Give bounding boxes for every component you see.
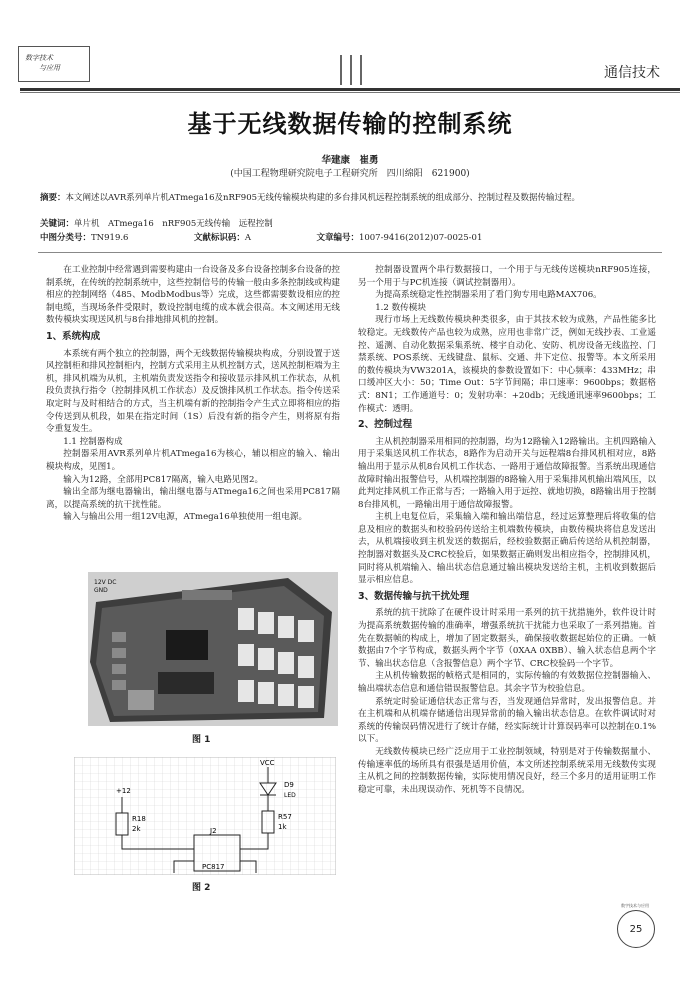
fig2-r18-value: 2k (132, 825, 141, 833)
paragraph: 无线数传模块已经广泛应用于工业控制领域，特别是对于传输数据量小、传输速率低的场所具有很强是适用价值，本文所述控制系统采用无线数传实现主从机之间的控制数据传输，实际使用情况良好，经三个多月的适用证明工作稳定可靠，未出现误动作、死机等不良情况。 (358, 746, 656, 795)
doc-code-value: A (244, 233, 252, 243)
heading-control-process: 2、控制过程 (358, 419, 413, 431)
doc-code-label: 文献标识码： (193, 233, 245, 243)
meta-divider (38, 252, 662, 253)
logo-line2: 与应用 (39, 64, 60, 72)
right-column (358, 264, 656, 796)
keywords (40, 218, 660, 230)
paragraph: 主从机控制器采用相同的控制器，均为12路输入12路输出。主机四路输入用于采集送风机工作状态，8路作为启动开关与远程端8台排风机相对应，8路输出用于显示从机8台风机工作状态、一路用于通信故障报警。当系统出现通信故障时输出报警信号，从机端控制器的8路输入用于采集排风机输出端风压，以此判定排风机工作正常与否；一路输入用于远控、就地切换，8路输出用于控制8台排风机，一路输出用于通信故障报警。 (358, 436, 656, 510)
fig1-label-power: 12V DC (94, 579, 117, 586)
heading-system: 1、系统构成 (46, 330, 101, 342)
logo-line1: 数字技术 (25, 54, 53, 62)
paragraph: 为提高系统稳定性控制器采用了看门狗专用电路MAX706。 (375, 290, 602, 301)
fig2-d9-label: D9 (284, 781, 294, 789)
article-title: 基于无线数据传输的控制系统 (187, 110, 513, 138)
clc-value: TN919.6 (91, 233, 129, 243)
fig2-vcc-label: VCC (260, 759, 275, 767)
journal-seal-text: 数字技术与应用 (621, 903, 649, 908)
figure-1-board-photo (88, 572, 338, 726)
page-number: 25 (617, 910, 655, 948)
section-tag: 通信技术 (604, 65, 660, 81)
header-rule-thin (20, 92, 680, 93)
intro-paragraph: 在工业控制中经常遇到需要构建由一台设备及多台设备控制多台设备的控制系统，在传统的控制系统中，这些控制信号的传输一般由多条控制线或构建相应的控制网络（485、ModbModbus等）完成，这些都需要数设相应的控制电缆，当现场条件受限时，数设控制电缆的成本就会很高。本文阐述用无线数传模块实现送风机与8台排地排风机的控制。 (46, 265, 340, 326)
abstract-label: 摘要： (40, 193, 66, 203)
subheading-controller: 1.1 控制器构成 (63, 436, 123, 447)
paragraph: 系统的抗干扰除了在硬件设计时采用一系列的抗干扰措施外，软件设计时为提高系统数据传输的准确率，增强系统抗干扰能力也采取了一系列措施。首先在数据帧的构成上，增加了固定数据头，确保接收数据起始位的正确。一帧数据由7个字节构成，数据头两个字节（0XAA 0XBB）、输入状态信息两个字节、输出状态信息（含报警信息）两个字节、CRC校验码一个字节。 (358, 608, 656, 669)
figure-2-caption: 图 2 (192, 883, 211, 893)
keywords-text: 单片机 ATmega16 nRF905无线传输 远程控制 (74, 219, 273, 229)
paragraph: 主机上电复位后，采集输入端和输出端信息，经过运算整理后将收集的信息及相应的数据头和校验码传送给主机端数传模块，由数传模块将信息发送出去，从机端接收到主机发送的数据后，经校验数据正确后传送给从机控制器，控制器对数据头及CRC校验后，如果数据正确则发出相应指令，控制排风机，同时将从机端输入、输出状态信息通过输出模块发送给主机，主机收到数据后显示相应信息。 (358, 512, 656, 586)
fig2-pc817-label: PC817 (202, 863, 225, 871)
figure-1-caption: 图 1 (192, 735, 211, 745)
classification (40, 232, 660, 244)
subheading-radio-module: 1.2 数传模块 (375, 302, 426, 313)
header-decoration (340, 55, 368, 85)
fig2-r57-label: R57 (278, 813, 292, 821)
paragraph: 控制器采用AVR系列单片机ATmega16为核心，辅以相应的输入、输出模块构成，见图1。 (46, 449, 340, 472)
paragraph: 输入为12路，全部用PC817隔离，输入电路见图2。 (63, 474, 264, 485)
paragraph: 主从机传输数据的帧格式是相同的，实际传输的有效数据位控制器输入、输出端状态信息和通信错误报警信息。其余字节为校验信息。 (358, 671, 656, 694)
fig1-label-gnd: GND (94, 587, 108, 594)
affiliation: (中国工程物理研究院电子工程研究所 四川绵阳 621900) (230, 169, 470, 179)
article-no-label: 文章编号： (316, 233, 359, 243)
paragraph: 输入与输出公用一组12V电源，ATmega16单独使用一组电源。 (63, 512, 308, 523)
fig2-led-label: LED (284, 792, 296, 799)
abstract-text: 本文阐述以AVR系列单片机ATmega16及nRF905无线传输模块构建的多台排风机远程控制系统的组成部分、控制过程及数据传输过程。 (65, 193, 581, 203)
paragraph: 本系统有两个独立的控制器，两个无线数据传输模块构成，分别设置于送风控制柜和排风控制柜内，控制方式采用主从机控制方式，送风控制柜端为主机，排风机端为从机，主机端负责发送指令和接收显示排风机工作状态，从机段负责执行指令（控制排风机工作状态）及反馈排风机工作状态。指令传送采取定时与及时相结合的方式，当主机端有新的控制指令产生式立即将相应的指令传送到从机段，如果在指定时间（1S）后没有新的指令产生，则将原有指令重复发生。 (46, 348, 340, 435)
fig2-r57-value: 1k (278, 823, 287, 831)
paragraph: 输出全部为继电器输出，输出继电器与ATmega16之间也采用PC817隔离，以提高系统的抗干扰性能。 (46, 487, 340, 510)
clc-label: 中图分类号： (40, 233, 92, 243)
keywords-label: 关键词： (40, 219, 75, 229)
paragraph: 现行市场上无线数传模块种类很多，由于其技术较为成熟，产品性能多比较稳定。无线数传产品也较为成熟，应用也非常广泛，例如无线抄表、工业遥控、遥测、自动化数据采集系统、楼宇自动化、安防、机房设备无线监控、门禁系统、POS系统、无线键盘、鼠标、交通、井下定位、报警等。本文所采用的数传模块为VW3201A，该模块的参数设置如下：中心频率：433MHz；串口缓冲区大小：50；Time Out：5字节间隔；串口速率：9600bps；数据格式：8N1；工作通道号：0；发射功率：+20db；无线通讯速率9600bps；工作模式：透明。 (358, 315, 656, 414)
journal-logo (18, 46, 90, 82)
fig2-r18-label: R18 (132, 815, 146, 823)
article-no-value: 1007-9416(2012)07-0025-01 (358, 233, 483, 243)
header-rule (20, 88, 680, 91)
paragraph: 控制器设置两个串行数据接口，一个用于与无线传送模块nRF905连接，另一个用于与PC机连接（调试控制器用）。 (358, 265, 656, 288)
authors: 华建康 崔勇 (321, 155, 379, 166)
fig2-12v-label: +12 (116, 787, 131, 795)
heading-transmission: 3、数据传输与抗干扰处理 (358, 590, 470, 602)
fig2-j2-label: J2 (210, 827, 217, 835)
figure-2-schematic (74, 757, 336, 875)
abstract (40, 192, 660, 204)
left-column (46, 264, 340, 524)
paragraph: 系统定时验证通信状态正常与否，当发现通信异常时，发出报警信息。并在主机端和从机端存储通信出现异常前的输入输出状态信息。在软件调试时对系统的传输误码情况进行了统计存储，经实际统计计算误码率可以控制在0.1%以下。 (358, 696, 656, 745)
